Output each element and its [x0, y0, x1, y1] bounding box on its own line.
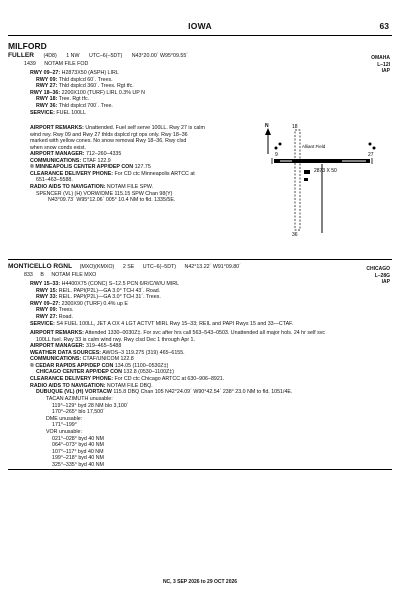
fuller-elev-line: [24, 61, 88, 68]
tacan-restrictions: TACAN AZIMUTH unusable: 119°–129° byd 28 NM blo 3,100´ 170°–265° blo 17,500´ DME unusable: 171°–199° VOR unusable: 021°–028° byd 40 NM 064°–073° byd 40 NM 107°–117° byd 40 NM 199°–218° byd 40 NM 325°–335° byd 40 NM: [46, 396, 129, 468]
runway-line: RWY 15: REIL. PAPI(P2L)—GA 3.0° TCH 43´. Road.: [36, 287, 161, 294]
monticello-title-line: [8, 264, 241, 271]
fuller-title-line: [8, 53, 188, 60]
chart-region: OMAHA: [371, 55, 390, 61]
airport-notam: NOTAM FILE FOD: [44, 61, 89, 67]
chart-low: L–12I: [377, 61, 390, 68]
runway-end-label: 9: [275, 152, 278, 158]
section-divider: [8, 259, 392, 260]
fuller-chart-refs: [371, 55, 390, 75]
runway-end-label: 27: [368, 152, 374, 158]
section-divider: [8, 469, 392, 470]
airport-location: 1 NW: [66, 53, 80, 59]
north-arrow-icon: [265, 128, 271, 154]
airport-utc: UTC–6(–5DT): [142, 264, 177, 270]
fuller-runway-list: [30, 70, 145, 116]
chart-region: CHICAGO: [366, 266, 390, 272]
chart-low: L–28G: [374, 272, 390, 279]
airport-name: FULLER: [8, 52, 35, 59]
monticello-contacts: AIRPORT MANAGER: 319–465–5488 WEATHER DATA SOURCES: AWOS–3 119.275 (319) 465–6155. COMMUNICATIONS: CTAF/UNICOM 122.8 ® CEDAR RAPIDS APP/DEP CON 134.05 (1100–0530Z‡) CHICAGO CENTER APP/DEP CON 132.8 (0530–1100Z‡) CLEARANCE DELIVERY PHONE: For CD ctc Chicago ARTCC at 630–906–8921. RADIO AIDS TO NAVIGATION: NOTAM FILE DBQ. DUBUQUE (VL) (H) VORTACW 115.8 DBQ Chan 105 N42°24.09´ W90°42.54´ 238° 23.0 NM to fld. 1051/4E.: [30, 343, 293, 396]
service-line: SERVICE: FUEL 100LL: [30, 109, 86, 116]
airport-coords: N42°13.22´ W91°09.80´: [184, 264, 241, 270]
airport-diagram: [262, 118, 382, 238]
fuller-contacts: AIRPORT MANAGER: 712–260–4335 COMMUNICATIONS: CTAF 122.9 ® MINNEAPOLIS CENTER APP/DEP CON 127.75 CLEARANCE DELIVERY PHONE: For CD ctc Minneapolis ARTCC at 651–463–5588. RADIO AIDS TO NAVIGATION: NOTAM FILE SPW. SPENCER (VL) (H) VORW/DME 115.15 SPW Chan 98(Y) N43°09.73´ W95°12.06´ 005° 10.4 NM to fld. 1335/5E.: [30, 151, 195, 204]
runway-line: RWY 15–33: H4400X75 (CONC) S–12.5 PCN 6/R/C/W/U MIRL: [30, 281, 180, 287]
building-icon: [304, 170, 310, 181]
airport-notam: NOTAM FILE MXO: [51, 272, 97, 278]
runway-end-label: 18: [292, 124, 298, 130]
runway-line: RWY 18: Tree. Rgt tfc.: [36, 96, 90, 103]
runway-line: RWY 33: REIL. PAPI(P2L)—GA 3.0° TCH 31´. Trees.: [36, 294, 161, 301]
page-state-title: IOWA: [188, 21, 212, 31]
monticello-runway-list: [30, 281, 293, 327]
airport-b: B: [40, 272, 44, 278]
airport-location: 2 SE: [122, 264, 135, 270]
airport-elevation: 1439: [24, 61, 36, 67]
airport-id: (4D8): [43, 53, 57, 59]
fuller-remarks: AIRPORT REMARKS: Unattended. Fuel self serve 100LL. Rwy 27 is calm wind rwy. Rwy 09 and Rwy 27 thlds dsplcd rgt ops only. Rwy 18–36 marked with yellow cones. No snow removal Rwy 18–36. Rwy clsd when snow conds exist.: [30, 125, 205, 151]
monticello-elev-line: [24, 272, 96, 279]
runway-line: RWY 36: Thld dsplcd 700´. Tree.: [36, 102, 113, 109]
runway-line: RWY 27: Road.: [36, 313, 73, 320]
service-line: SERVICE: S4 FUEL 100LL, JET A OX 4 LGT ACTVT MIRL Rwy 15–33; REIL and PAPI Rwys 15 and 33—CTAF.: [30, 320, 294, 327]
runway-end-label: 36: [292, 232, 298, 238]
remarks-label: AIRPORT REMARKS:: [30, 125, 84, 131]
runway-line: RWY 09: Thld dsplcd 60´. Trees.: [36, 76, 113, 83]
remarks-label: AIRPORT REMARKS:: [30, 330, 84, 336]
runway-line: RWY 09–27: H2873X50 (ASPH) LIRL: [30, 70, 119, 76]
runway-18-36: [295, 130, 300, 230]
airport-coords: N43°20.00´ W95°09.55´: [131, 53, 189, 59]
monticello-chart-refs: [366, 266, 390, 286]
runway-line: RWY 09–27: 2300X90 (TURF) 0.4% up E: [30, 300, 128, 307]
airport-elevation: 833: [24, 272, 33, 278]
airport-id: (MXO)(KMXO): [79, 264, 115, 270]
page-footer: NC, 3 SEP 2026 to 29 OCT 2026: [162, 579, 238, 585]
page-number: 63: [379, 21, 389, 31]
city-heading: MILFORD: [8, 41, 47, 51]
field-name-label: Alliant Field: [302, 144, 326, 149]
monticello-remarks: AIRPORT REMARKS: Attended 1330–0030Z‡. For svc after hrs call 563–543–0503. Unattended all major hols. 24 hr self svc 100LL fuel. Rwy 33 is calm wind rwy. Rwy clsd Dec 1 through Apr 1.: [30, 330, 326, 343]
chart-iap: IAP: [381, 279, 390, 286]
runway-line: RWY 09: Trees.: [36, 307, 74, 314]
runway-line: RWY 18–36: 2200X100 (TURF) LIRL 0.3% UP N: [30, 89, 145, 96]
runway-line: RWY 27: Thld dsplcd 360´. Trees. Rgt tfc.: [36, 83, 134, 90]
runway-dimension-label: 2873 X 50: [314, 168, 337, 174]
airport-name: MONTICELLO RGNL: [8, 263, 73, 270]
north-label: N: [265, 123, 269, 129]
airport-utc: UTC–6(–5DT): [88, 53, 123, 59]
chart-iap: IAP: [381, 68, 390, 75]
header-rule: [8, 35, 392, 36]
